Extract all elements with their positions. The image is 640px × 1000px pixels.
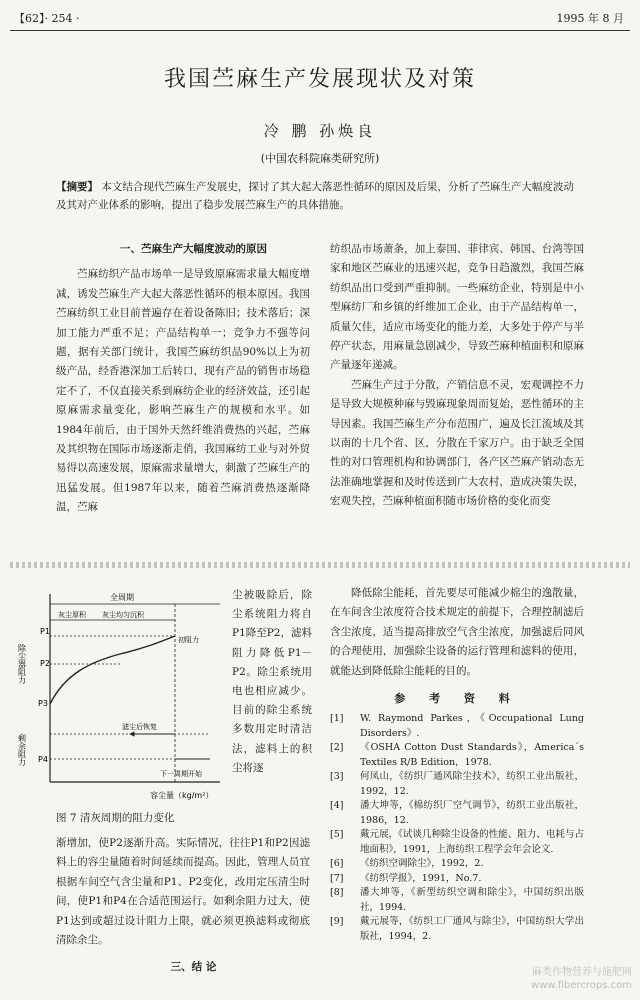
- reference-text: 《纺织空调除尘》，1992，2.: [360, 858, 484, 870]
- section-heading-3: 三、结 论: [170, 961, 217, 974]
- reference-item: [330, 741, 584, 770]
- label-p3: P3: [38, 699, 48, 708]
- references-list: [330, 712, 584, 944]
- right-paragraph-2: 苎麻生产过于分散，产销信息不灵，宏观调控不力是导致大规模种麻与毁麻现象周而复始，恶性循环的主导因素。我国苎麻生产分布范围广，遍及长江流域及其以南的十几个省、区，分散在千家万户。由于缺乏全国性的对口管理机构和协调部门，各产区苎麻产销动态无法准确地掌握和及时传送到广大农村，造成决策失误，宏观失控，苎麻种植面积随市场价格的变化而变: [330, 378, 584, 508]
- resistance-figure: [10, 584, 230, 804]
- abstract-text: 本文结合现代苎麻生产发展史，探讨了其大起大落恶性循环的原因及后果，分析了苎麻生产大幅度波动及其对产业体系的影响，提出了稳步发展苎麻生产的具体措施。: [56, 181, 574, 211]
- reference-item: [330, 857, 584, 872]
- reference-number: [5]: [330, 829, 344, 841]
- right-column-upper: [330, 240, 584, 512]
- reference-item: [330, 712, 584, 741]
- issue-date-header: 1995 年 8 月: [556, 12, 624, 25]
- section1-paragraph: 苎麻纺织产品市场单一是导致原麻需求量大幅度增减，诱发苎麻生产大起大落恶性循环的根本原因。我国苎麻纺织工业目前普遍存在着设备陈旧；技术落后；深加工能力严重不足；产品结构单一；竞争力不强等问题，据有关部门统计，我国苎麻纺织品90%以上为初级产品，经香港深加工后转口，现有产品的销售市场稳定不了，不仅直接关系到麻纺企业的经济效益，还引起原麻需求量变化，影响苎麻生产的规模和水平。如1984年前后，由于国外天然纤维消费热的兴起，苎麻及其织物在国际市场逐渐走俏，我国麻纺工业与对外贸易得以高速发展，原麻需求量增大，刺激了苎麻生产的迅猛发展。但1987年以来，随着苎麻消费热逐渐降温，苎麻: [56, 268, 310, 514]
- author-affiliation: (中国农科院麻类研究所): [260, 152, 380, 165]
- reference-number: [4]: [330, 800, 344, 812]
- label-p2: P2: [40, 659, 50, 668]
- reference-item: [330, 886, 584, 915]
- reference-number: [1]: [330, 713, 344, 725]
- label-dust-ph: 灰尘厚积: [58, 611, 86, 619]
- reference-text: 《纺织学报》，1991，No.7.: [360, 872, 482, 884]
- resistance-curve: [50, 636, 175, 704]
- reference-text: 戴元展等，《纺织工厂通风与除尘》，中国纺织大学出版社，1994，2.: [360, 916, 584, 942]
- header-rule: [10, 30, 630, 31]
- text-below-figure: [56, 834, 310, 978]
- reference-text: 《OSHA Cotton Dust Standards》，America´s Textiles R/B Edition，1978.: [360, 742, 584, 768]
- reference-text: 戴元展，《试谈几种除尘设备的性能、阻力、电耗与占地面积》，1991，上海纺织工程学会年会论文.: [360, 829, 584, 855]
- reference-text: 潘大坤等，《棉纺织厂空气调节》，纺织工业出版社，1986，12.: [360, 800, 584, 826]
- reference-number: [7]: [330, 872, 344, 884]
- page-divider: [10, 562, 630, 568]
- article-title: 我国苎麻生产发展现状及对策: [163, 67, 476, 92]
- reference-number: [2]: [330, 742, 344, 754]
- reference-text: 何凤山，《纺织厂通风除尘技术》，纺织工业出版社，1992，12.: [360, 771, 584, 797]
- abstract-label: 【摘要】: [56, 181, 98, 193]
- watermark-line-2: www.fibercrops.com: [530, 980, 632, 991]
- label-initial: 初阻力: [178, 636, 199, 644]
- label-dust-rate: 滤尘后恢复: [122, 723, 157, 731]
- right-lower-paragraph: 降低除尘能耗，首先要尽可能减少棉尘的逸散量，在车间含尘浓度符合技术规定的前提下，合理控制滤后含尘浓度，适当提高排放空气含尘浓度，加强滤后同风的合理使用，加强除尘设备的运行管理和滤料的使用，就能达到降低除尘能耗的目的。: [330, 587, 584, 677]
- label-total-cycle: 全周期: [110, 593, 134, 602]
- left-column-upper: [56, 240, 310, 518]
- reference-number: [3]: [330, 771, 344, 783]
- right-column-lower: [330, 584, 584, 944]
- right-paragraph-1: 纺织品市场萧条，加上泰国、菲律宾、韩国、台湾等国家和地区苎麻业的迅速兴起，竞争日趋激烈，我国苎麻纺织品出口受到严重抑制。一些麻纺企业，特别是中小型麻纺厂和乡镇的纤维加工企业，由于产品结构单一，质量欠佳，适应市场变化的能力差，大多处于停产与半停产状态，用麻量急剧减少，导致苎麻种植面积和原麻产量逐年递减。: [330, 243, 584, 372]
- label-p4: P4: [38, 755, 48, 764]
- reference-number: [9]: [330, 916, 344, 928]
- article-authors: 冷 鹏 孙焕良: [263, 122, 377, 140]
- x-axis-label: 容尘量（kg/m²）: [150, 791, 214, 800]
- watermark: [531, 966, 632, 992]
- reference-item: [330, 770, 584, 799]
- y-axis-label-2: 剩余阻力: [17, 734, 27, 766]
- below-figure-paragraph: 渐增加，使P2逐渐升高。实际情况，往往P1和P2因滤料上的容尘量随着时间延续而提高。因此，管理人员宜根据车间空气含尘量和P1、P2变化，改用定压清尘时间，使P1和P4在合适范围运行。如剩余阻力过大，使P1达到或超过设计阻力上限，就必须更换滤料或彻底清除余尘。: [56, 837, 310, 947]
- figure-caption: 图 7 清灰周期的阻力变化: [56, 812, 175, 824]
- reference-item: [330, 799, 584, 828]
- reference-text: 潘大坤等，《新型纺织空调和除尘》，中国纺织出版社，1994.: [360, 887, 584, 913]
- reference-text: W. Raymond Parkes，《Occupational Lung Disorders》.: [360, 713, 584, 739]
- abstract: [56, 178, 584, 214]
- reference-number: [8]: [330, 887, 344, 899]
- beside-figure-paragraph: 尘被吸除后，除尘系统阻力将自P1降至P2，滤料阻力降低P1－P2。除尘系统用电也相应减少。目前的除尘系统多数用定时清洁法，滤料上的积尘将逐: [232, 589, 312, 774]
- label-p1: P1: [40, 627, 50, 636]
- reference-item: [330, 828, 584, 857]
- label-dust-soft: 灰尘均匀沉积: [102, 611, 144, 619]
- reference-number: [6]: [330, 858, 344, 870]
- page-number-header: 【62】· 254 ·: [14, 12, 80, 25]
- text-beside-figure: [232, 586, 312, 778]
- reference-item: [330, 872, 584, 887]
- y-axis-label: 除尘器阻力: [17, 644, 27, 684]
- reference-item: [330, 915, 584, 944]
- references-title: 参 考 资 料: [394, 692, 520, 706]
- section-heading-1: 一、苎麻生产大幅度波动的原因: [120, 243, 267, 255]
- watermark-line-1: 麻类作物营养与施肥网: [532, 967, 632, 978]
- label-next-cycle: 下一周期开始: [160, 770, 202, 778]
